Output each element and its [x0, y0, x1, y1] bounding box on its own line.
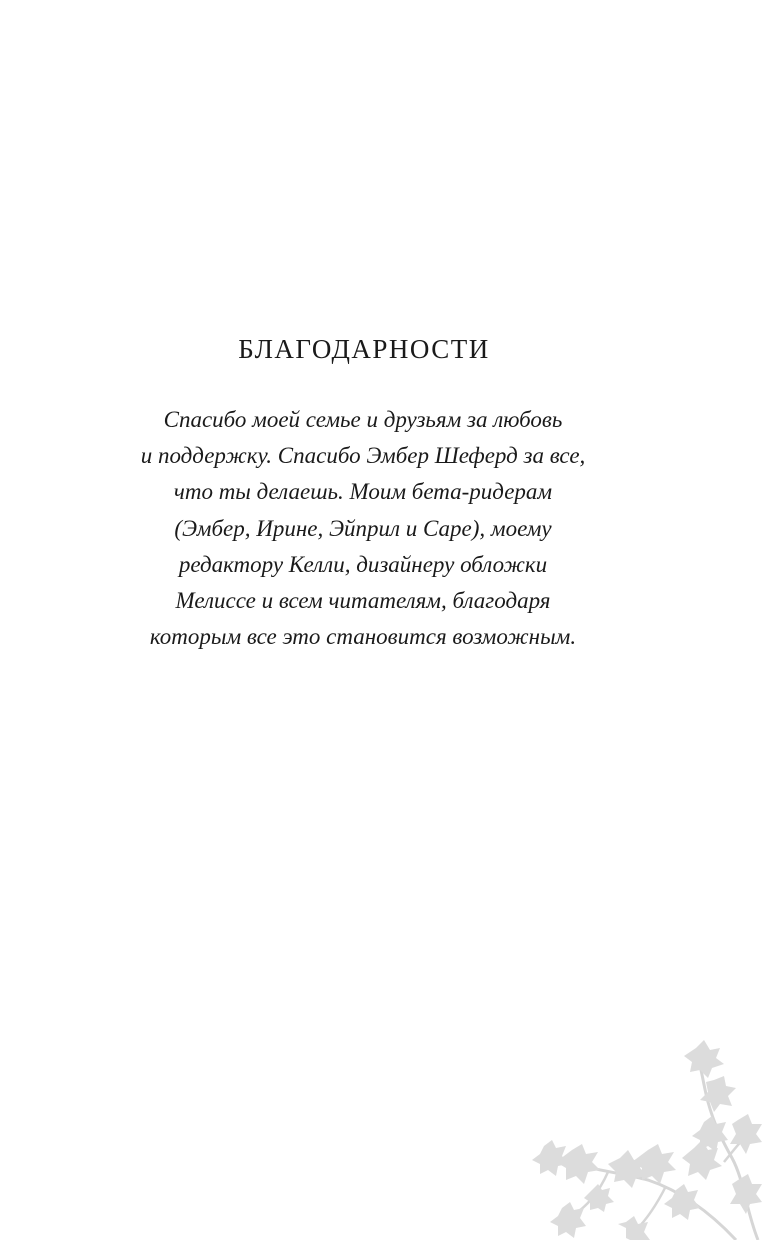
paragraph-line: Мелиссе и всем читателям, благодаря	[175, 588, 551, 614]
ivy-vine-ornament-icon	[508, 1040, 768, 1240]
paragraph-line: (Эмбер, Ирине, Эйприл и Саре), моему	[174, 515, 552, 541]
paragraph-line: что ты делаешь. Моим бета-ридерам	[173, 479, 553, 505]
paragraph-line: Спасибо моей семье и друзьям за любовь	[163, 407, 563, 432]
acknowledgements-paragraph	[80, 402, 646, 655]
paragraph-line: и поддержку. Спасибо Эмбер Шеферд за все,	[140, 443, 586, 469]
page-title: БЛАГОДАРНОСТИ	[238, 334, 490, 364]
paragraph-line: редактору Келли, дизайнеру обложки	[178, 551, 548, 577]
paragraph-line: которым все это становится возможным.	[149, 624, 577, 650]
